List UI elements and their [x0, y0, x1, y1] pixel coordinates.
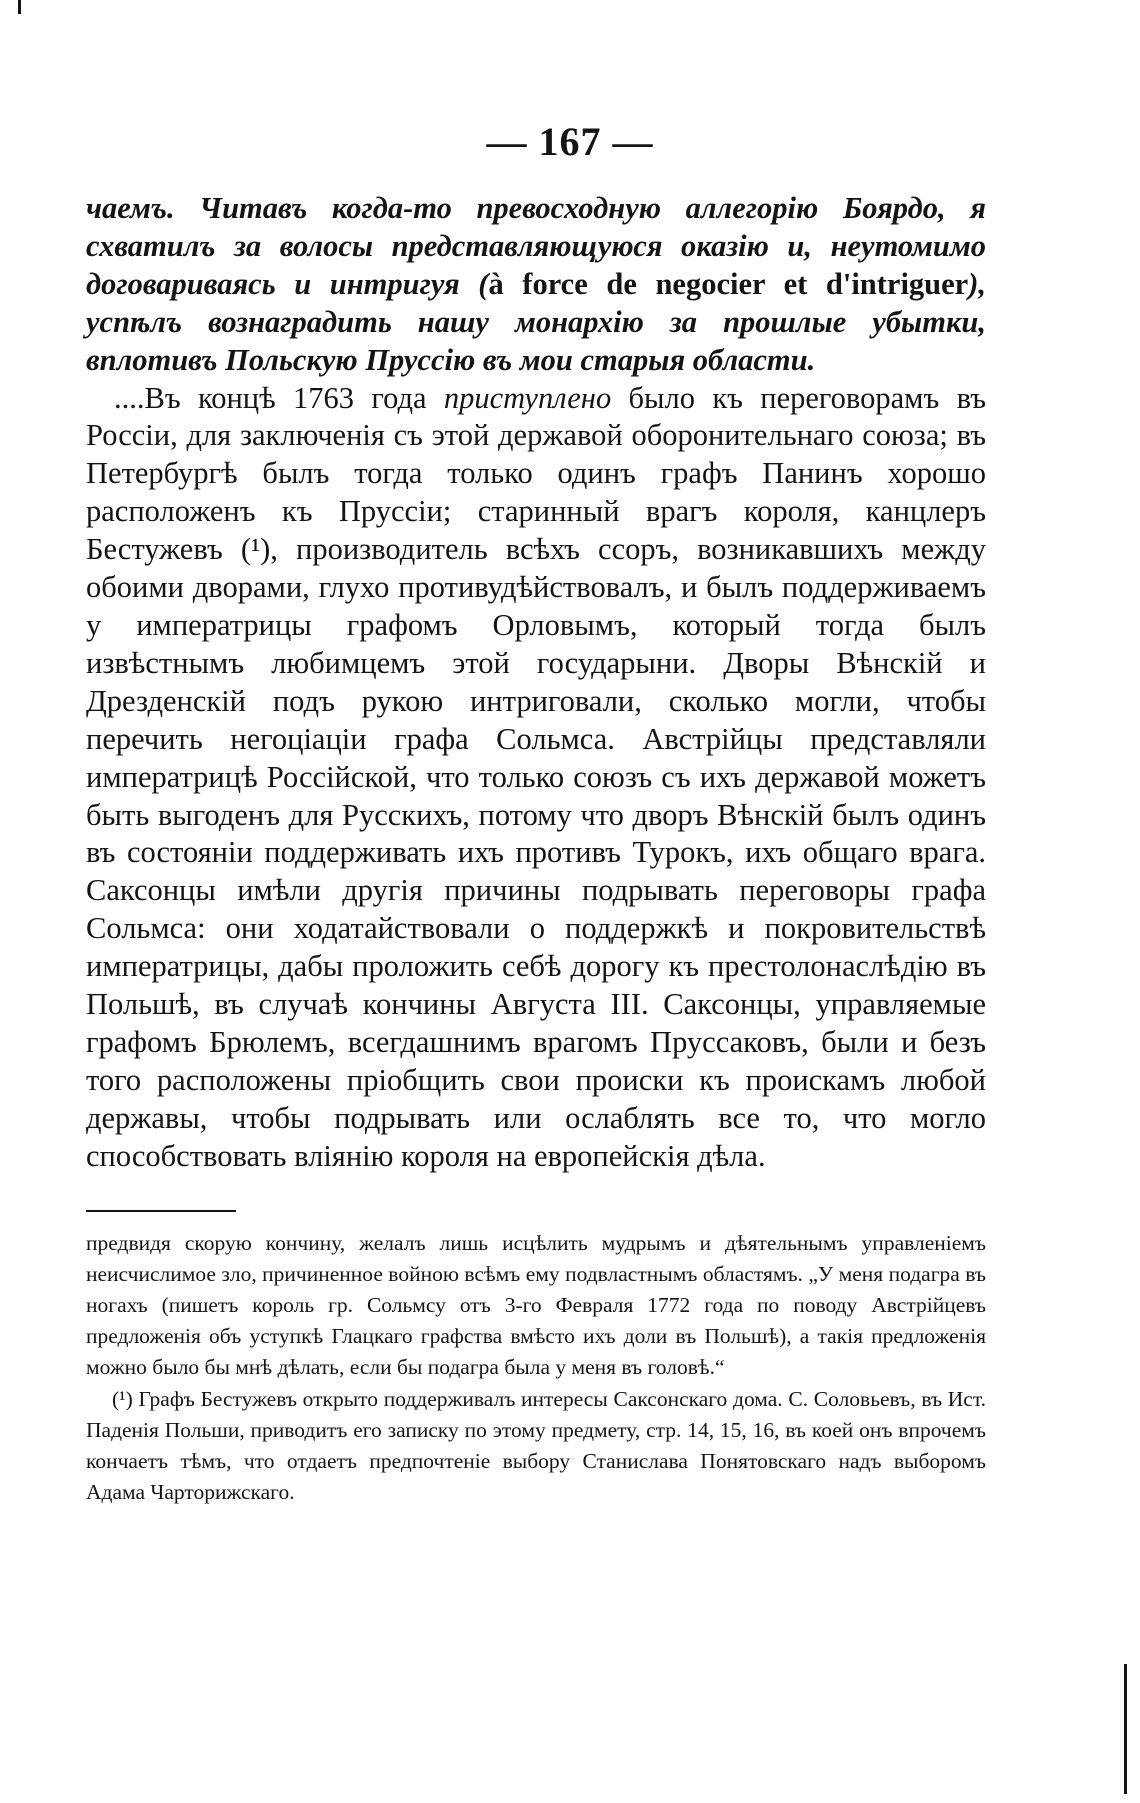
main-text: [86, 190, 986, 1176]
footnote-1: (¹) Графъ Бестужевъ открыто поддерживалъ интересы Саксонскаго дома. С. Соловьевъ, въ Ист. Паденія Польши, приводитъ его записку по этому предмету, стр. 14, 15, 16, въ коей онъ впрочемъ кончаетъ тѣмъ, что отдаетъ предпочтеніе выбору Станислава Понятовскаго надъ выборомъ Адама Чарторижскаго.: [86, 1386, 986, 1505]
footnotes: [86, 1228, 986, 1509]
footnote-separator: [86, 1210, 236, 1212]
paragraph-continuation: [86, 190, 986, 380]
para1-french-quote: à force de negocier et d'intriguer: [488, 266, 969, 301]
para1-lead: чаемъ. Читавъ когда-то превосходную аллегорію Боярдо, я схватилъ за волосы представляющуюся оказію и, неутомимо договариваясь и интригуя (: [86, 191, 986, 301]
paragraph-negotiations: [86, 380, 986, 1176]
page-content: [86, 190, 986, 1508]
page-number: — 167 —: [486, 119, 654, 164]
edge-mark-right: [1124, 1664, 1127, 1794]
para1-tail: ), успѣлъ вознаградить нашу монархію за прошлые убытки, вплотивъ Польскую Пруссію въ мои старыя области.: [86, 266, 987, 377]
footnote-continued: предвидя скорую кончину, желалъ лишь исцѣлить мудрымъ и дѣятельнымъ управленіемъ неисчислимое зло, причиненное войною всѣмъ ему подвластнымъ областямъ. „У меня подагра въ ногахъ (пишетъ король гр. Сольмсу отъ 3-го Февраля 1772 года по поводу Австрійцевъ предложенія объ уступкѣ Глацкаго графства вмѣсто ихъ доли въ Польшѣ), а такія предложенія можно было бы мнѣ дѣлать, если бы подагра была у меня въ головѣ.“: [86, 1230, 986, 1380]
edge-mark-top: [18, 0, 21, 14]
para2-italic-word: приступлено: [443, 380, 612, 415]
para2-lead: ....Въ концѣ 1763 года: [114, 380, 444, 415]
para2-rest: было къ переговорамъ въ Россіи, для заключенія съ этой державой оборонительнаго союза; въ Петербургѣ былъ тогда только одинъ графъ Панинъ хорошо расположенъ къ Пруссіи; старинный врагъ короля, канцлеръ Бестужевъ (¹), производитель всѣхъ ссоръ, возникавшихъ между обоими дворами, глухо противудѣйствовалъ, и былъ поддерживаемъ у императрицы графомъ Орловымъ, который тогда былъ извѣстнымъ любимцемъ этой государыни. Дворы Вѣнскій и Дрезденскій подъ рукою интриговали, сколько могли, чтобы перечить негоціаціи графа Сольмса. Австрійцы представляли императрицѣ Россійской, что только союзъ съ ихъ державой можетъ быть выгоденъ для Русскихъ, потому что дворъ Вѣнскій былъ одинъ въ состояніи поддерживать ихъ противъ Турокъ, ихъ общаго врага. Саксонцы имѣли другія причины подрывать переговоры графа Сольмса: они ходатайствовали о поддержкѣ и покровительствѣ императрицы, дабы проложить себѣ дорогу къ престолонаслѣдію въ Польшѣ, въ случаѣ кончины Августа III. Саксонцы, управляемые графомъ Брюлемъ, всегдашнимъ врагомъ Пруссаковъ, были и безъ того расположены пріобщить свои происки къ проискамъ любой державы, чтобы подрывать или ослаблять все то, что могло способствовать вліянію короля на европейскія дѣла.: [86, 380, 986, 1173]
